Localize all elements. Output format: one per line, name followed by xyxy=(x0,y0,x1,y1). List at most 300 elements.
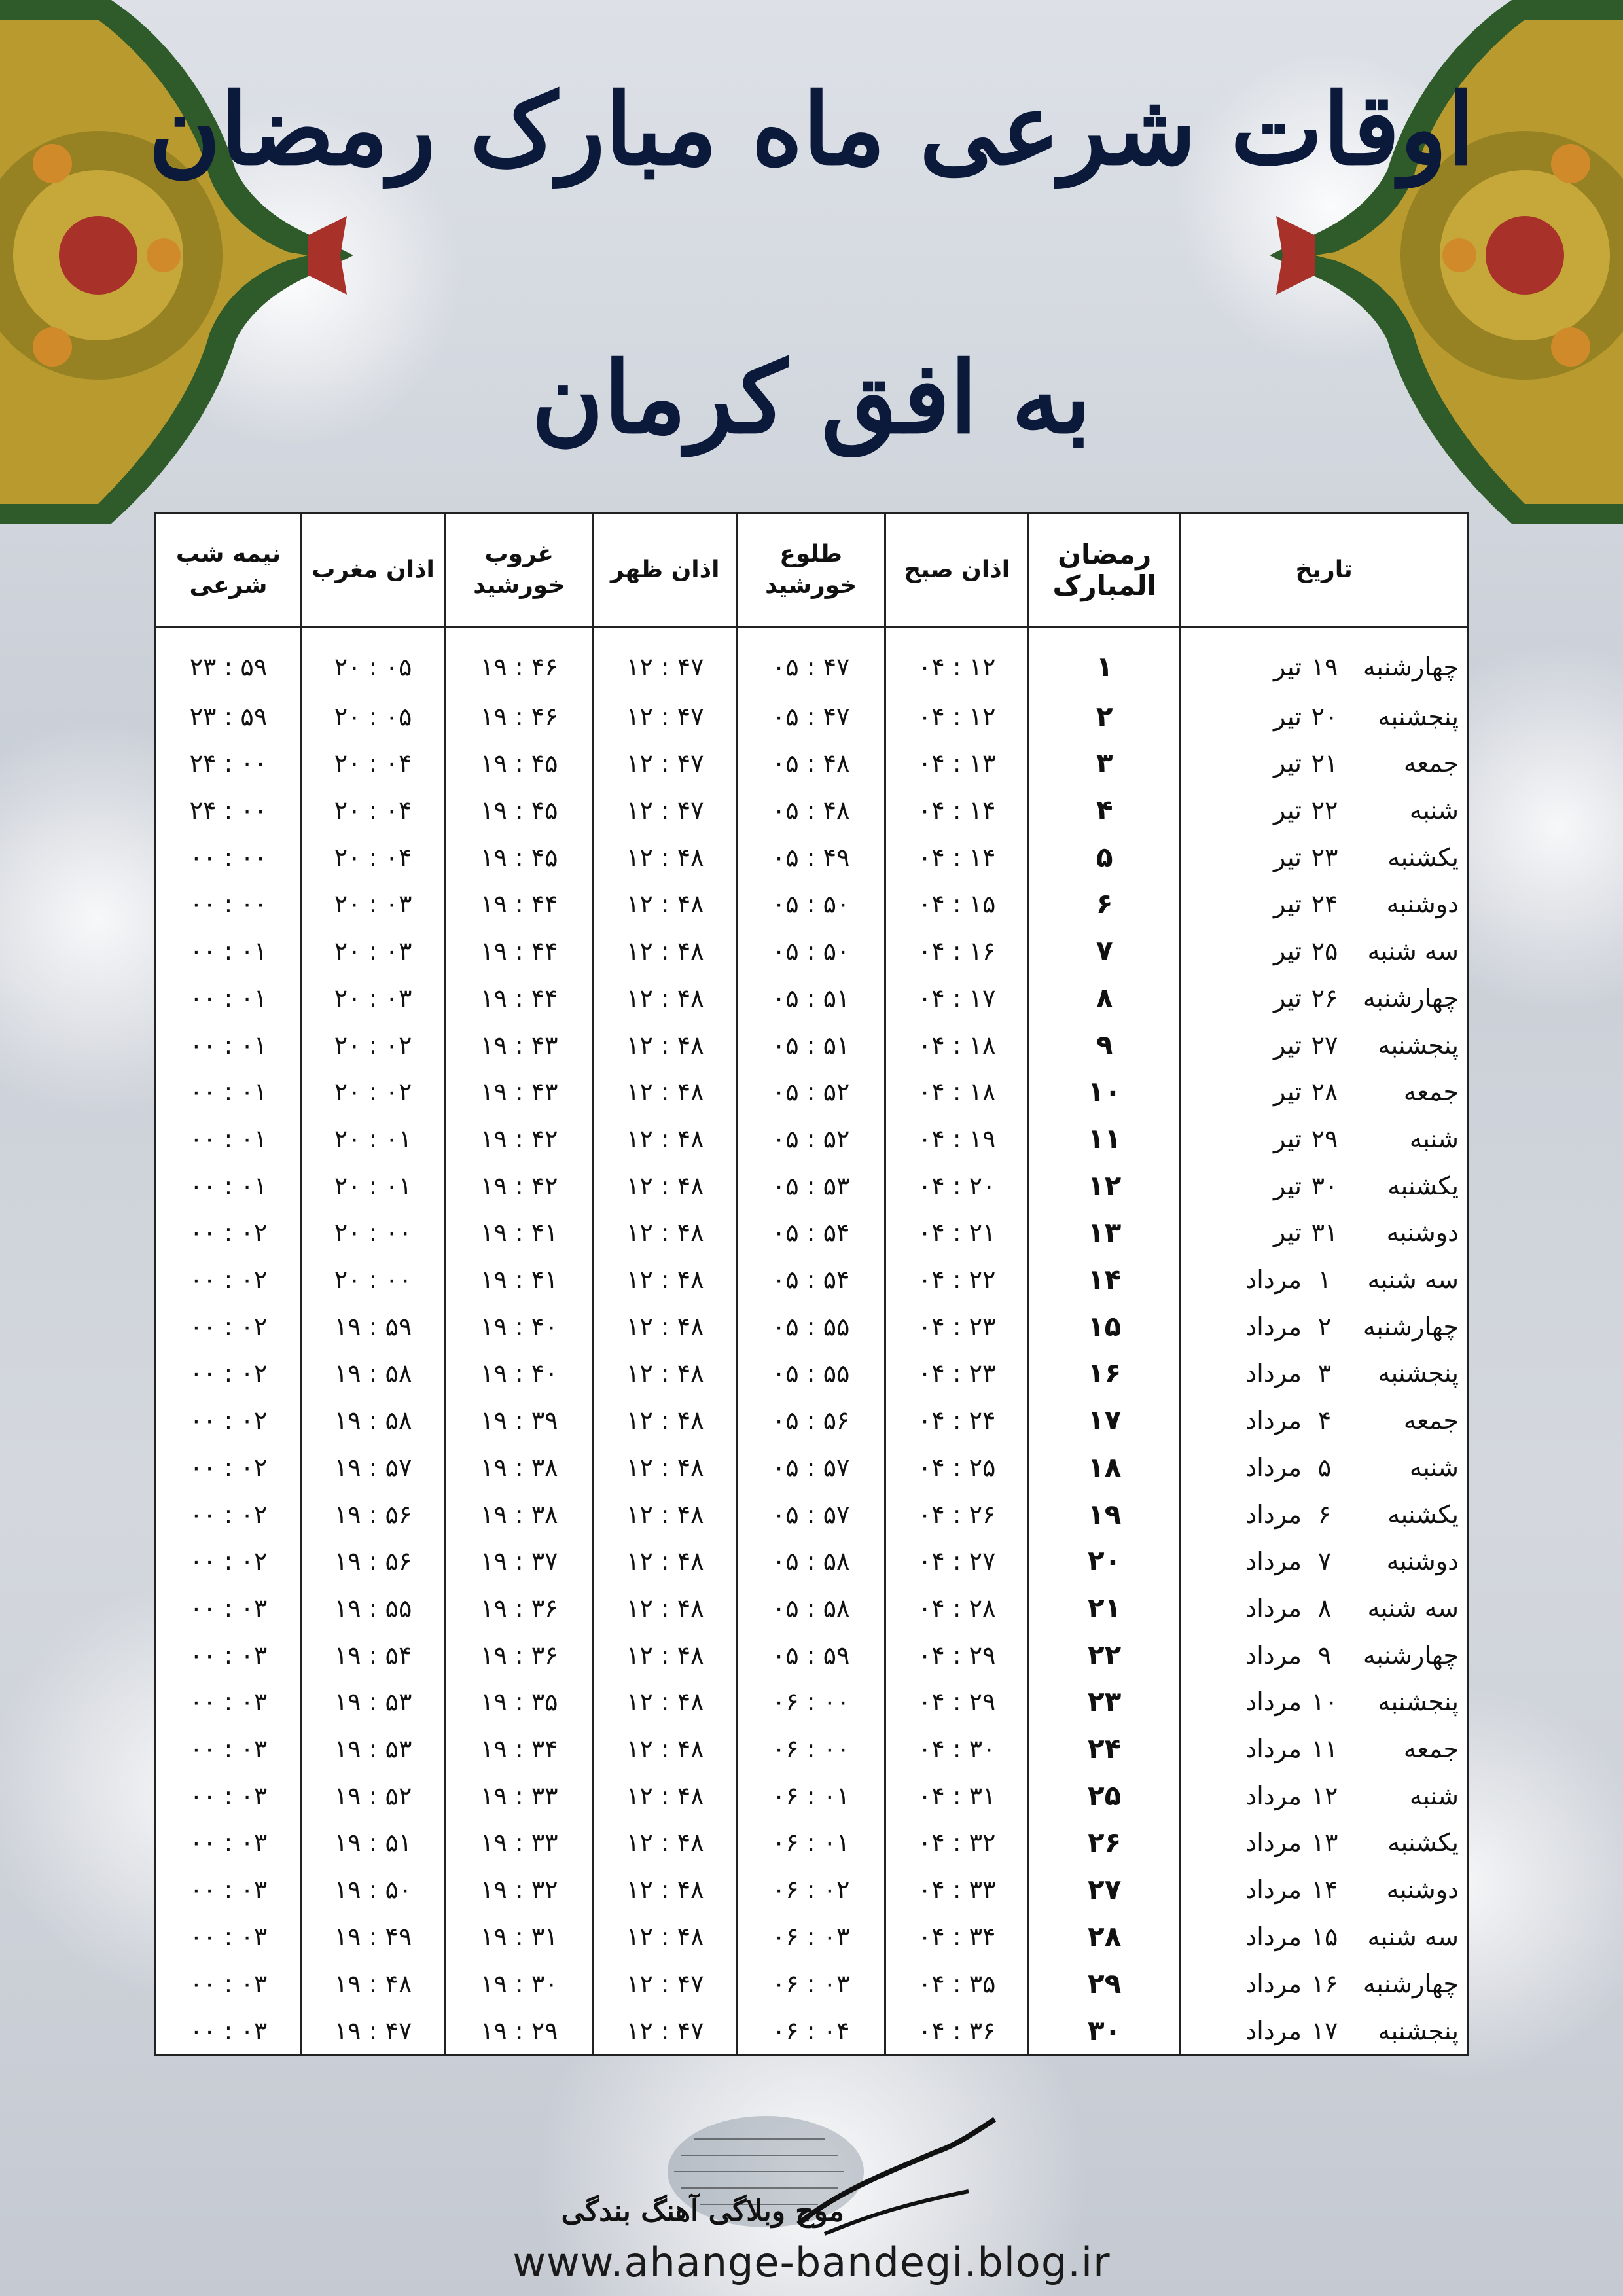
table-header-row xyxy=(156,513,1468,628)
cell-maghrib: ۲۰ : ۰۱ xyxy=(301,1162,444,1210)
table-row xyxy=(156,1491,1468,1538)
cell-ramadan-day: ۵ xyxy=(1029,834,1181,881)
cell-date xyxy=(1181,1491,1468,1538)
cell-maghrib: ۱۹ : ۵۹ xyxy=(301,1303,444,1350)
cell-date xyxy=(1181,1210,1468,1257)
cell-date xyxy=(1181,881,1468,928)
cell-dhuhr: ۱۲ : ۴۸ xyxy=(594,1397,737,1444)
cell-fajr: ۰۴ : ۱۳ xyxy=(885,740,1029,787)
table-row xyxy=(156,1162,1468,1210)
cell-sunset: ۱۹ : ۳۱ xyxy=(445,1913,594,1960)
cell-sunrise: ۰۵ : ۵۲ xyxy=(737,1115,885,1162)
date-month: تیر xyxy=(1273,1218,1302,1247)
date-day: ۷ xyxy=(1317,1547,1332,1576)
cell-fajr: ۰۴ : ۲۷ xyxy=(885,1537,1029,1585)
cell-ramadan-day: ۱۹ xyxy=(1029,1491,1181,1538)
cell-ramadan-day: ۱۵ xyxy=(1029,1303,1181,1350)
date-weekday: شنبه xyxy=(1409,796,1459,825)
cell-sunset: ۱۹ : ۴۰ xyxy=(445,1303,594,1350)
cell-sunset: ۱۹ : ۳۲ xyxy=(445,1866,594,1913)
cell-dhuhr: ۱۲ : ۴۸ xyxy=(594,1866,737,1913)
cell-sunset: ۱۹ : ۴۲ xyxy=(445,1115,594,1162)
date-day: ۳۱ xyxy=(1311,1218,1338,1247)
cell-midnight: ۰۰ : ۰۳ xyxy=(156,1679,302,1726)
table-row xyxy=(156,1820,1468,1867)
date-weekday: چهارشنبه xyxy=(1363,1312,1459,1341)
cell-midnight: ۰۰ : ۰۲ xyxy=(156,1303,302,1350)
cell-fajr: ۰۴ : ۲۳ xyxy=(885,1350,1029,1397)
cell-maghrib: ۲۰ : ۰۰ xyxy=(301,1210,444,1257)
cell-sunrise: ۰۵ : ۵۵ xyxy=(737,1303,885,1350)
table-row xyxy=(156,1022,1468,1069)
table-row xyxy=(156,1303,1468,1350)
cell-midnight: ۰۰ : ۰۰ xyxy=(156,881,302,928)
col-header-fajr: اذان صبح xyxy=(885,513,1029,628)
cell-fajr: ۰۴ : ۳۰ xyxy=(885,1725,1029,1772)
cell-maghrib: ۲۰ : ۰۳ xyxy=(301,975,444,1022)
cell-date xyxy=(1181,1444,1468,1491)
date-day: ۱ xyxy=(1317,1265,1332,1295)
table-row xyxy=(156,1397,1468,1444)
col-header-sunrise: طلوع خورشید xyxy=(737,513,885,628)
date-month: مرداد xyxy=(1245,1312,1302,1341)
col-header-dhuhr: اذان ظهر xyxy=(594,513,737,628)
cell-midnight: ۰۰ : ۰۳ xyxy=(156,1820,302,1867)
table-row xyxy=(156,1632,1468,1679)
cell-dhuhr: ۱۲ : ۴۸ xyxy=(594,1725,737,1772)
cell-sunrise: ۰۵ : ۴۷ xyxy=(737,693,885,740)
cell-midnight: ۰۰ : ۰۲ xyxy=(156,1491,302,1538)
cell-sunrise: ۰۵ : ۵۴ xyxy=(737,1256,885,1303)
cell-midnight: ۰۰ : ۰۲ xyxy=(156,1350,302,1397)
cell-sunrise: ۰۶ : ۰۱ xyxy=(737,1772,885,1820)
cell-sunset: ۱۹ : ۳۵ xyxy=(445,1679,594,1726)
col-header-ramadan: رمضان المبارک xyxy=(1029,513,1181,628)
cell-ramadan-day: ۷ xyxy=(1029,927,1181,975)
col-header-maghrib: اذان مغرب xyxy=(301,513,444,628)
cell-sunset: ۱۹ : ۴۵ xyxy=(445,787,594,834)
cell-sunrise: ۰۵ : ۵۱ xyxy=(737,1022,885,1069)
date-weekday: دوشنبه xyxy=(1386,1875,1459,1905)
date-month: مرداد xyxy=(1245,1875,1302,1905)
cell-maghrib: ۲۰ : ۰۴ xyxy=(301,740,444,787)
col-header-midnight: نیمه شب شرعی xyxy=(156,513,302,628)
cell-midnight: ۰۰ : ۰۱ xyxy=(156,1115,302,1162)
date-weekday: پنجشنبه xyxy=(1378,1359,1459,1388)
date-month: مرداد xyxy=(1245,1452,1302,1482)
date-weekday: شنبه xyxy=(1409,1781,1459,1810)
cell-sunrise: ۰۶ : ۰۴ xyxy=(737,2007,885,2055)
cell-fajr: ۰۴ : ۳۲ xyxy=(885,1820,1029,1867)
cell-date xyxy=(1181,1537,1468,1585)
cell-maghrib: ۱۹ : ۵۳ xyxy=(301,1725,444,1772)
cell-date xyxy=(1181,1820,1468,1867)
cell-maghrib: ۲۰ : ۰۰ xyxy=(301,1256,444,1303)
cell-sunrise: ۰۵ : ۵۷ xyxy=(737,1444,885,1491)
cell-dhuhr: ۱۲ : ۴۸ xyxy=(594,1491,737,1538)
table-row xyxy=(156,740,1468,787)
cell-fajr: ۰۴ : ۳۴ xyxy=(885,1913,1029,1960)
cell-ramadan-day: ۲۴ xyxy=(1029,1725,1181,1772)
cell-ramadan-day: ۶ xyxy=(1029,881,1181,928)
date-day: ۹ xyxy=(1317,1640,1332,1670)
table-row xyxy=(156,1537,1468,1585)
cell-dhuhr: ۱۲ : ۴۸ xyxy=(594,1772,737,1820)
cell-maghrib: ۲۰ : ۰۳ xyxy=(301,927,444,975)
cell-midnight: ۰۰ : ۰۱ xyxy=(156,1022,302,1069)
date-day: ۱۹ xyxy=(1311,653,1338,682)
cell-dhuhr: ۱۲ : ۴۸ xyxy=(594,1115,737,1162)
cell-date xyxy=(1181,1115,1468,1162)
date-weekday: یکشنبه xyxy=(1387,1171,1459,1200)
cell-fajr: ۰۴ : ۲۲ xyxy=(885,1256,1029,1303)
date-weekday: سه شنبه xyxy=(1367,937,1459,966)
cell-sunrise: ۰۵ : ۴۷ xyxy=(737,628,885,693)
cell-midnight: ۰۰ : ۰۲ xyxy=(156,1444,302,1491)
cell-dhuhr: ۱۲ : ۴۷ xyxy=(594,1960,737,2007)
cell-dhuhr: ۱۲ : ۴۸ xyxy=(594,1537,737,1585)
table-row xyxy=(156,1913,1468,1960)
date-weekday: جمعه xyxy=(1403,1406,1459,1435)
cell-date xyxy=(1181,628,1468,693)
table-row xyxy=(156,1444,1468,1491)
cell-dhuhr: ۱۲ : ۴۸ xyxy=(594,1820,737,1867)
cell-ramadan-day: ۱۱ xyxy=(1029,1115,1181,1162)
cell-dhuhr: ۱۲ : ۴۸ xyxy=(594,1303,737,1350)
cell-dhuhr: ۱۲ : ۴۸ xyxy=(594,927,737,975)
cell-fajr: ۰۴ : ۱۲ xyxy=(885,693,1029,740)
cell-maghrib: ۱۹ : ۵۳ xyxy=(301,1679,444,1726)
cell-sunset: ۱۹ : ۴۵ xyxy=(445,740,594,787)
date-month: تیر xyxy=(1273,1171,1302,1200)
date-day: ۲۱ xyxy=(1311,749,1338,778)
date-month: تیر xyxy=(1273,653,1302,682)
cell-fajr: ۰۴ : ۲۰ xyxy=(885,1162,1029,1210)
cell-date xyxy=(1181,1960,1468,2007)
website-url: www.ahange-bandegi.blog.ir xyxy=(512,2238,1111,2286)
cell-date xyxy=(1181,740,1468,787)
prayer-times-table xyxy=(154,512,1469,2056)
date-day: ۱۲ xyxy=(1311,1781,1338,1810)
cell-sunrise: ۰۵ : ۴۹ xyxy=(737,834,885,881)
cell-dhuhr: ۱۲ : ۴۷ xyxy=(594,628,737,693)
cell-sunset: ۱۹ : ۴۳ xyxy=(445,1022,594,1069)
cell-fajr: ۰۴ : ۱۸ xyxy=(885,1022,1029,1069)
date-month: تیر xyxy=(1273,702,1302,731)
cell-ramadan-day: ۴ xyxy=(1029,787,1181,834)
date-month: مرداد xyxy=(1245,1687,1302,1717)
table-row xyxy=(156,1585,1468,1632)
date-month: تیر xyxy=(1273,1077,1302,1107)
cell-sunset: ۱۹ : ۴۴ xyxy=(445,975,594,1022)
table-row xyxy=(156,975,1468,1022)
cell-fajr: ۰۴ : ۲۹ xyxy=(885,1679,1029,1726)
cell-sunrise: ۰۵ : ۴۸ xyxy=(737,740,885,787)
cell-midnight: ۰۰ : ۰۰ xyxy=(156,834,302,881)
date-day: ۲۷ xyxy=(1311,1030,1338,1060)
cell-dhuhr: ۱۲ : ۴۸ xyxy=(594,834,737,881)
cell-fajr: ۰۴ : ۱۴ xyxy=(885,834,1029,881)
date-weekday: چهارشنبه xyxy=(1363,1640,1459,1670)
cell-dhuhr: ۱۲ : ۴۸ xyxy=(594,1068,737,1115)
cell-dhuhr: ۱۲ : ۴۷ xyxy=(594,740,737,787)
cell-ramadan-day: ۳۰ xyxy=(1029,2007,1181,2055)
cell-date xyxy=(1181,1725,1468,1772)
date-day: ۱۳ xyxy=(1311,1828,1338,1857)
cell-midnight: ۰۰ : ۰۳ xyxy=(156,1913,302,1960)
cell-maghrib: ۱۹ : ۵۶ xyxy=(301,1537,444,1585)
logo xyxy=(561,2093,1021,2263)
date-day: ۲۶ xyxy=(1311,983,1338,1013)
cell-date xyxy=(1181,787,1468,834)
cell-date xyxy=(1181,1585,1468,1632)
cell-midnight: ۰۰ : ۰۳ xyxy=(156,1725,302,1772)
cell-sunrise: ۰۵ : ۵۷ xyxy=(737,1491,885,1538)
cell-sunrise: ۰۶ : ۰۳ xyxy=(737,1960,885,2007)
date-day: ۸ xyxy=(1317,1593,1332,1623)
cell-sunset: ۱۹ : ۴۶ xyxy=(445,693,594,740)
cell-maghrib: ۱۹ : ۵۱ xyxy=(301,1820,444,1867)
table-row xyxy=(156,1210,1468,1257)
cell-maghrib: ۱۹ : ۵۲ xyxy=(301,1772,444,1820)
cell-fajr: ۰۴ : ۱۷ xyxy=(885,975,1029,1022)
cell-fajr: ۰۴ : ۱۴ xyxy=(885,787,1029,834)
cell-sunset: ۱۹ : ۴۰ xyxy=(445,1350,594,1397)
cell-sunset: ۱۹ : ۳۹ xyxy=(445,1397,594,1444)
date-day: ۴ xyxy=(1317,1406,1332,1435)
cell-maghrib: ۱۹ : ۴۹ xyxy=(301,1913,444,1960)
cell-ramadan-day: ۲۹ xyxy=(1029,1960,1181,2007)
cell-dhuhr: ۱۲ : ۴۸ xyxy=(594,1210,737,1257)
cell-dhuhr: ۱۲ : ۴۸ xyxy=(594,1256,737,1303)
date-weekday: یکشنبه xyxy=(1387,1499,1459,1529)
cell-maghrib: ۱۹ : ۵۴ xyxy=(301,1632,444,1679)
cell-midnight: ۰۰ : ۰۱ xyxy=(156,1068,302,1115)
table-row xyxy=(156,1115,1468,1162)
cell-maghrib: ۱۹ : ۵۵ xyxy=(301,1585,444,1632)
date-weekday: پنجشنبه xyxy=(1378,1687,1459,1717)
cell-sunset: ۱۹ : ۴۳ xyxy=(445,1068,594,1115)
date-weekday: دوشنبه xyxy=(1386,1547,1459,1576)
cell-fajr: ۰۴ : ۳۶ xyxy=(885,2007,1029,2055)
cell-dhuhr: ۱۲ : ۴۷ xyxy=(594,787,737,834)
date-day: ۲۹ xyxy=(1311,1124,1338,1153)
table-row xyxy=(156,628,1468,693)
cell-sunset: ۱۹ : ۳۳ xyxy=(445,1772,594,1820)
cell-sunset: ۱۹ : ۳۶ xyxy=(445,1632,594,1679)
cell-dhuhr: ۱۲ : ۴۸ xyxy=(594,1913,737,1960)
cell-date xyxy=(1181,1162,1468,1210)
cell-midnight: ۰۰ : ۰۲ xyxy=(156,1210,302,1257)
date-month: مرداد xyxy=(1245,1969,1302,1998)
cell-fajr: ۰۴ : ۲۱ xyxy=(885,1210,1029,1257)
date-weekday: پنجشنبه xyxy=(1378,2016,1459,2045)
cell-sunrise: ۰۶ : ۰۲ xyxy=(737,1866,885,1913)
cell-dhuhr: ۱۲ : ۴۸ xyxy=(594,1022,737,1069)
table-row xyxy=(156,787,1468,834)
date-day: ۵ xyxy=(1317,1452,1332,1482)
date-month: مرداد xyxy=(1245,1406,1302,1435)
cell-ramadan-day: ۲ xyxy=(1029,693,1181,740)
cell-midnight: ۰۰ : ۰۲ xyxy=(156,1537,302,1585)
cell-dhuhr: ۱۲ : ۴۸ xyxy=(594,1585,737,1632)
cell-ramadan-day: ۳ xyxy=(1029,740,1181,787)
cell-date xyxy=(1181,1350,1468,1397)
date-weekday: سه شنبه xyxy=(1367,1593,1459,1623)
cell-dhuhr: ۱۲ : ۴۸ xyxy=(594,881,737,928)
date-day: ۱۰ xyxy=(1311,1687,1338,1717)
cell-fajr: ۰۴ : ۱۲ xyxy=(885,628,1029,693)
cell-midnight: ۲۳ : ۵۹ xyxy=(156,628,302,693)
cell-maghrib: ۲۰ : ۰۳ xyxy=(301,881,444,928)
date-day: ۱۱ xyxy=(1311,1734,1338,1764)
cell-date xyxy=(1181,2007,1468,2055)
date-day: ۱۶ xyxy=(1311,1969,1338,1998)
cell-sunrise: ۰۵ : ۵۸ xyxy=(737,1585,885,1632)
date-weekday: جمعه xyxy=(1403,1734,1459,1764)
cell-dhuhr: ۱۲ : ۴۷ xyxy=(594,693,737,740)
cell-sunrise: ۰۵ : ۵۰ xyxy=(737,927,885,975)
cell-date xyxy=(1181,1679,1468,1726)
date-month: مرداد xyxy=(1245,1593,1302,1623)
date-weekday: دوشنبه xyxy=(1386,1218,1459,1247)
cell-maghrib: ۱۹ : ۵۰ xyxy=(301,1866,444,1913)
cell-midnight: ۰۰ : ۰۳ xyxy=(156,1585,302,1632)
cell-sunset: ۱۹ : ۴۲ xyxy=(445,1162,594,1210)
cell-maghrib: ۲۰ : ۰۲ xyxy=(301,1022,444,1069)
cell-sunrise: ۰۵ : ۵۶ xyxy=(737,1397,885,1444)
cell-date xyxy=(1181,1632,1468,1679)
date-day: ۳ xyxy=(1317,1359,1332,1388)
date-weekday: سه شنبه xyxy=(1367,1265,1459,1295)
cell-ramadan-day: ۱ xyxy=(1029,628,1181,693)
cell-maghrib: ۲۰ : ۰۲ xyxy=(301,1068,444,1115)
cell-sunrise: ۰۵ : ۵۳ xyxy=(737,1162,885,1210)
table-row xyxy=(156,693,1468,740)
cell-ramadan-day: ۲۰ xyxy=(1029,1537,1181,1585)
cell-sunrise: ۰۵ : ۵۹ xyxy=(737,1632,885,1679)
cell-midnight: ۰۰ : ۰۲ xyxy=(156,1397,302,1444)
cell-fajr: ۰۴ : ۱۶ xyxy=(885,927,1029,975)
cell-maghrib: ۲۰ : ۰۵ xyxy=(301,628,444,693)
date-month: مرداد xyxy=(1245,1734,1302,1764)
cell-fajr: ۰۴ : ۲۵ xyxy=(885,1444,1029,1491)
cell-midnight: ۰۰ : ۰۱ xyxy=(156,1162,302,1210)
table-row xyxy=(156,1960,1468,2007)
date-weekday: سه شنبه xyxy=(1367,1922,1459,1951)
cell-sunrise: ۰۶ : ۰۰ xyxy=(737,1679,885,1726)
date-day: ۲۰ xyxy=(1311,702,1338,731)
date-month: تیر xyxy=(1273,796,1302,825)
cell-fajr: ۰۴ : ۲۶ xyxy=(885,1491,1029,1538)
date-day: ۲۲ xyxy=(1311,796,1338,825)
cell-sunset: ۱۹ : ۴۱ xyxy=(445,1210,594,1257)
cell-sunrise: ۰۵ : ۵۱ xyxy=(737,975,885,1022)
cell-date xyxy=(1181,693,1468,740)
cell-sunset: ۱۹ : ۴۴ xyxy=(445,927,594,975)
cell-sunset: ۱۹ : ۲۹ xyxy=(445,2007,594,2055)
cell-midnight: ۰۰ : ۰۳ xyxy=(156,1960,302,2007)
date-month: مرداد xyxy=(1245,1922,1302,1951)
page-subtitle: به افق کرمان xyxy=(531,340,1092,456)
cell-midnight: ۲۴ : ۰۰ xyxy=(156,740,302,787)
cell-ramadan-day: ۸ xyxy=(1029,975,1181,1022)
table-row xyxy=(156,1725,1468,1772)
date-weekday: چهارشنبه xyxy=(1363,983,1459,1013)
cell-sunset: ۱۹ : ۴۱ xyxy=(445,1256,594,1303)
cell-sunset: ۱۹ : ۳۴ xyxy=(445,1725,594,1772)
cell-date xyxy=(1181,1913,1468,1960)
cell-date xyxy=(1181,1772,1468,1820)
cell-sunset: ۱۹ : ۳۸ xyxy=(445,1444,594,1491)
cell-dhuhr: ۱۲ : ۴۸ xyxy=(594,1679,737,1726)
date-month: تیر xyxy=(1273,1124,1302,1153)
cell-sunset: ۱۹ : ۳۷ xyxy=(445,1537,594,1585)
cell-sunrise: ۰۵ : ۵۴ xyxy=(737,1210,885,1257)
cell-maghrib: ۲۰ : ۰۵ xyxy=(301,693,444,740)
cell-sunrise: ۰۵ : ۵۵ xyxy=(737,1350,885,1397)
cell-ramadan-day: ۱۳ xyxy=(1029,1210,1181,1257)
cell-fajr: ۰۴ : ۲۹ xyxy=(885,1632,1029,1679)
date-weekday: شنبه xyxy=(1409,1452,1459,1482)
cell-fajr: ۰۴ : ۲۳ xyxy=(885,1303,1029,1350)
cell-sunrise: ۰۶ : ۰۰ xyxy=(737,1725,885,1772)
cell-sunrise: ۰۵ : ۴۸ xyxy=(737,787,885,834)
cell-sunset: ۱۹ : ۴۵ xyxy=(445,834,594,881)
cell-sunrise: ۰۵ : ۵۲ xyxy=(737,1068,885,1115)
page-title: اوقات شرعی ماه مبارک رمضان xyxy=(149,72,1474,187)
cell-dhuhr: ۱۲ : ۴۸ xyxy=(594,1162,737,1210)
cell-maghrib: ۱۹ : ۵۸ xyxy=(301,1397,444,1444)
cell-ramadan-day: ۲۳ xyxy=(1029,1679,1181,1726)
cell-fajr: ۰۴ : ۲۴ xyxy=(885,1397,1029,1444)
cell-maghrib: ۲۰ : ۰۴ xyxy=(301,834,444,881)
table-row xyxy=(156,2007,1468,2055)
cell-sunset: ۱۹ : ۳۰ xyxy=(445,1960,594,2007)
date-day: ۱۷ xyxy=(1311,2016,1338,2045)
cell-ramadan-day: ۹ xyxy=(1029,1022,1181,1069)
cell-fajr: ۰۴ : ۱۵ xyxy=(885,881,1029,928)
cell-ramadan-day: ۲۱ xyxy=(1029,1585,1181,1632)
date-weekday: جمعه xyxy=(1403,749,1459,778)
cell-midnight: ۲۳ : ۵۹ xyxy=(156,693,302,740)
cell-date xyxy=(1181,1068,1468,1115)
cell-fajr: ۰۴ : ۱۸ xyxy=(885,1068,1029,1115)
cell-sunrise: ۰۶ : ۰۳ xyxy=(737,1913,885,1960)
cell-maghrib: ۱۹ : ۴۷ xyxy=(301,2007,444,2055)
date-weekday: شنبه xyxy=(1409,1124,1459,1153)
cell-ramadan-day: ۲۸ xyxy=(1029,1913,1181,1960)
cell-sunset: ۱۹ : ۳۸ xyxy=(445,1491,594,1538)
cell-maghrib: ۲۰ : ۰۴ xyxy=(301,787,444,834)
cell-fajr: ۰۴ : ۳۵ xyxy=(885,1960,1029,2007)
cell-date xyxy=(1181,927,1468,975)
table-row xyxy=(156,834,1468,881)
table-body xyxy=(156,628,1468,2056)
date-month: تیر xyxy=(1273,1030,1302,1060)
cell-midnight: ۰۰ : ۰۳ xyxy=(156,2007,302,2055)
cell-dhuhr: ۱۲ : ۴۸ xyxy=(594,1444,737,1491)
date-day: ۳۰ xyxy=(1311,1171,1338,1200)
date-month: مرداد xyxy=(1245,1265,1302,1295)
date-day: ۱۴ xyxy=(1311,1875,1338,1905)
date-weekday: پنجشنبه xyxy=(1378,702,1459,731)
cell-ramadan-day: ۱۶ xyxy=(1029,1350,1181,1397)
table-row xyxy=(156,881,1468,928)
logo-text: موج وبلاگی آهنگ بندگی xyxy=(561,2195,844,2228)
table-row xyxy=(156,927,1468,975)
date-weekday: یکشنبه xyxy=(1387,842,1459,872)
